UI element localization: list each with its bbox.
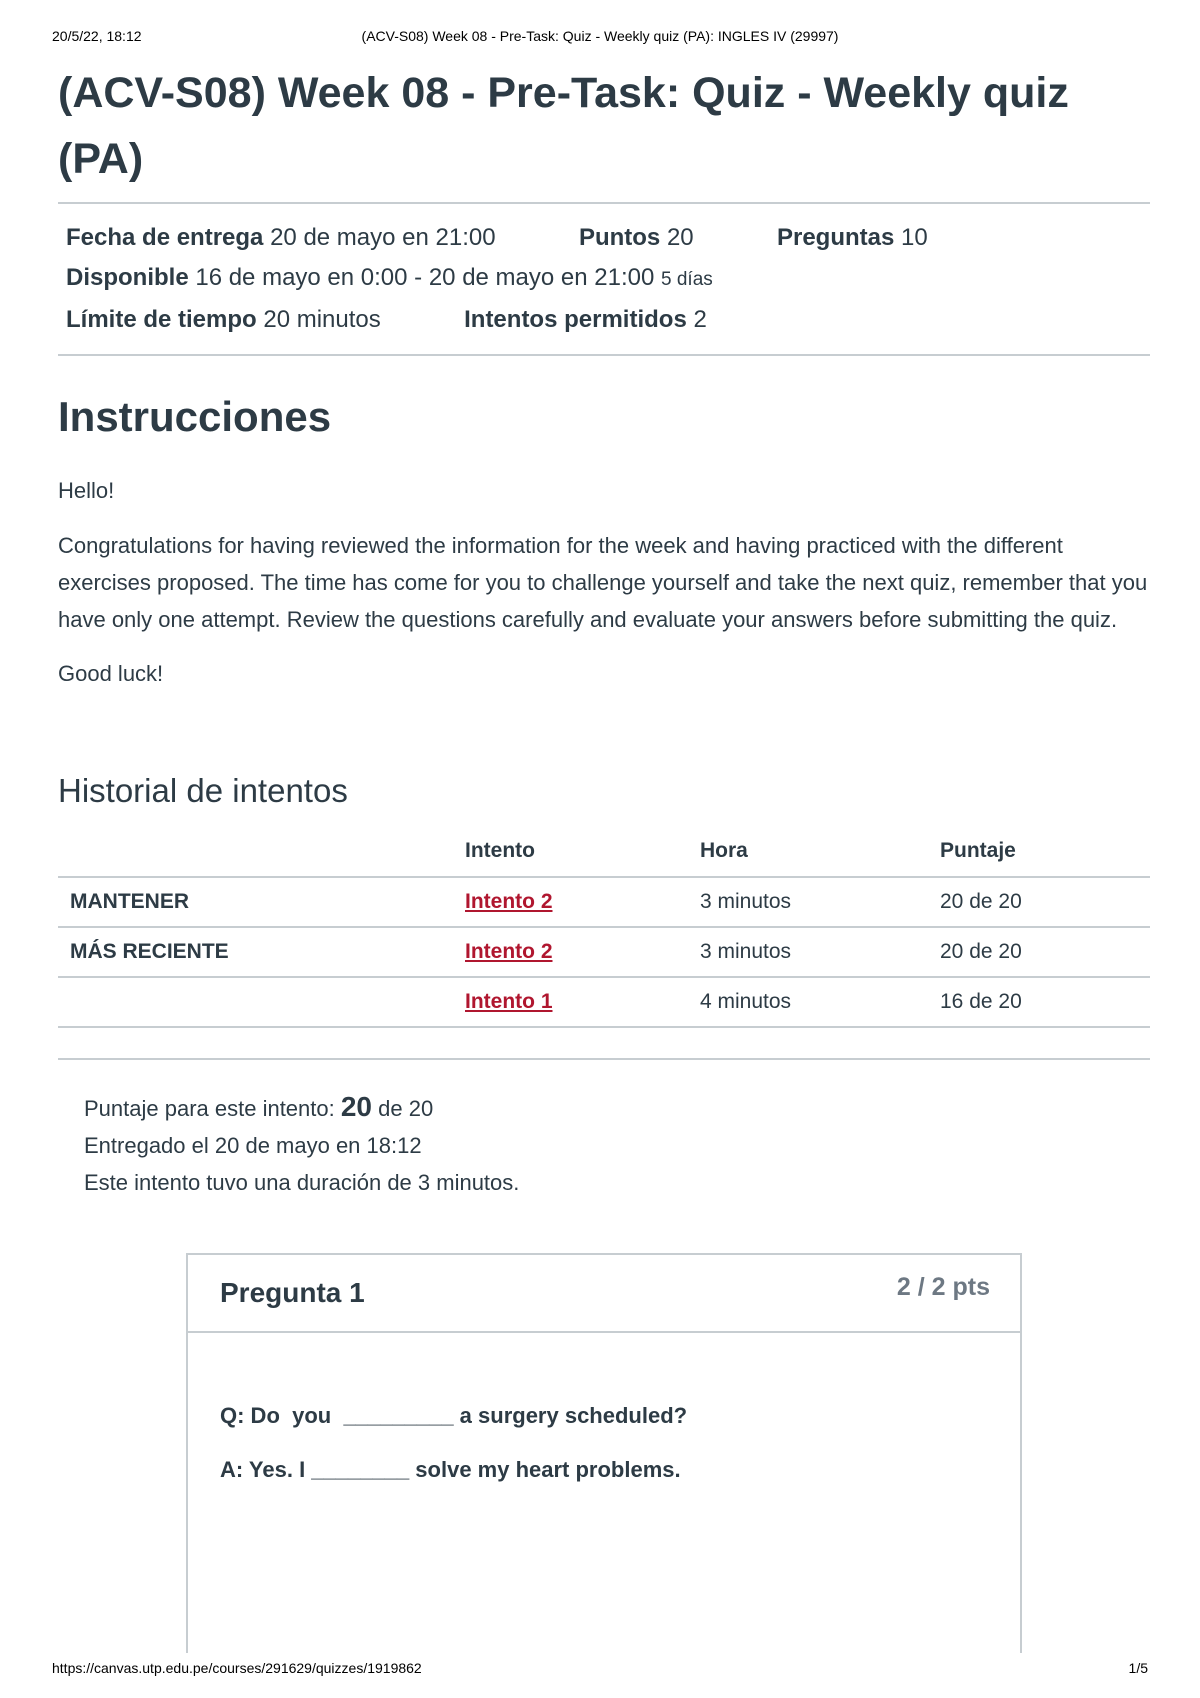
questions-value: 10 [901, 224, 928, 251]
quiz-content [58, 60, 1150, 1201]
table-row [58, 927, 1150, 977]
attempt-link[interactable]: Intento 2 [465, 940, 553, 963]
attempt-score: 16 de 20 [940, 977, 1150, 1027]
details-row-2 [66, 258, 1142, 300]
question-header [188, 1255, 1020, 1333]
due-value: 20 de mayo en 21:00 [270, 224, 496, 251]
time-limit-value: 20 minutos [263, 306, 381, 333]
submitted-text: Entregado el 20 de mayo en 18:12 [84, 1133, 422, 1158]
instructions-closing: Good luck! [58, 661, 164, 686]
attempt-status: MÁS RECIENTE [58, 927, 465, 977]
attempt-time: 3 minutos [700, 877, 940, 927]
points-value: 20 [666, 224, 694, 251]
question-text-line: Q: Do you _________ a surgery scheduled? [220, 1403, 688, 1428]
attempts-allowed-label: Intentos permitidos [464, 306, 687, 333]
print-url: https://canvas.utp.edu.pe/courses/291629/quizzes/1919862 [52, 1660, 422, 1676]
score-value: 20 [340, 1091, 373, 1122]
table-row [58, 877, 1150, 927]
page-title: (ACV-S08) Week 08 - Pre-Task: Quiz - Weekly quiz (PA) [58, 69, 1069, 183]
column-header-attempt: Intento [465, 826, 700, 877]
print-footer [52, 1660, 1148, 1680]
details-row-1 [66, 218, 1142, 258]
question-points: 2 / 2 pts [896, 1273, 990, 1301]
attempt-score: 20 de 20 [940, 877, 1150, 927]
attempts-allowed-value: 2 [693, 306, 707, 333]
attempt-link[interactable]: Intento 2 [465, 890, 553, 913]
quiz-details [58, 204, 1150, 354]
duration-text: Este intento tuvo una duración de 3 minutos. [84, 1170, 520, 1195]
question-text-line: A: Yes. I ________ solve my heart problems. [220, 1457, 681, 1482]
score-suffix: de 20 [378, 1096, 434, 1121]
attempt-time: 4 minutos [700, 977, 940, 1027]
instructions-hello: Hello! [58, 478, 115, 503]
column-header-score: Puntaje [940, 826, 1150, 877]
attempt-score: 20 de 20 [940, 927, 1150, 977]
attempt-status [58, 977, 465, 1027]
print-datetime: 20/5/22, 18:12 [52, 28, 142, 44]
table-header-row [58, 826, 1150, 877]
score-prefix: Puntaje para este intento: [84, 1096, 335, 1121]
available-days: 5 días [661, 269, 713, 290]
column-header-time: Hora [700, 826, 940, 877]
instructions-heading: Instrucciones [58, 393, 332, 440]
question-card [186, 1253, 1022, 1653]
attempt-status: MANTENER [58, 877, 465, 927]
points-label: Puntos [578, 224, 661, 251]
divider [58, 354, 1150, 356]
time-limit-label: Límite de tiempo [66, 306, 257, 333]
attempt-time: 3 minutos [700, 927, 940, 977]
print-header [52, 28, 1148, 48]
attempt-summary [84, 1088, 1150, 1201]
question-title: Pregunta 1 [220, 1277, 365, 1308]
divider [58, 1058, 1150, 1060]
details-row-3 [66, 300, 1142, 340]
summary-score-line [84, 1088, 1150, 1127]
column-header-status [58, 826, 465, 877]
questions-label: Preguntas [776, 224, 895, 251]
attempt-history-table [58, 826, 1150, 1028]
attempt-link[interactable]: Intento 1 [465, 990, 553, 1013]
history-heading: Historial de intentos [58, 772, 348, 809]
table-row [58, 977, 1150, 1027]
page-number: 1/5 [1128, 1660, 1148, 1676]
question-body [188, 1333, 1020, 1489]
available-value: 16 de mayo en 0:00 - 20 de mayo en 21:00 [195, 264, 655, 291]
instructions-body: Congratulations for having reviewed the information for the week and having practiced with the different exercises proposed. The time has come for you to challenge yourself and take the next quiz, remember that you have only one attempt. Review the questions carefully and evaluate your answers before submitting the quiz. [58, 533, 1148, 632]
print-page-title: (ACV-S08) Week 08 - Pre-Task: Quiz - Weekly quiz (PA): INGLES IV (29997) [361, 28, 839, 44]
available-label: Disponible [66, 264, 189, 291]
due-label: Fecha de entrega [66, 224, 264, 251]
